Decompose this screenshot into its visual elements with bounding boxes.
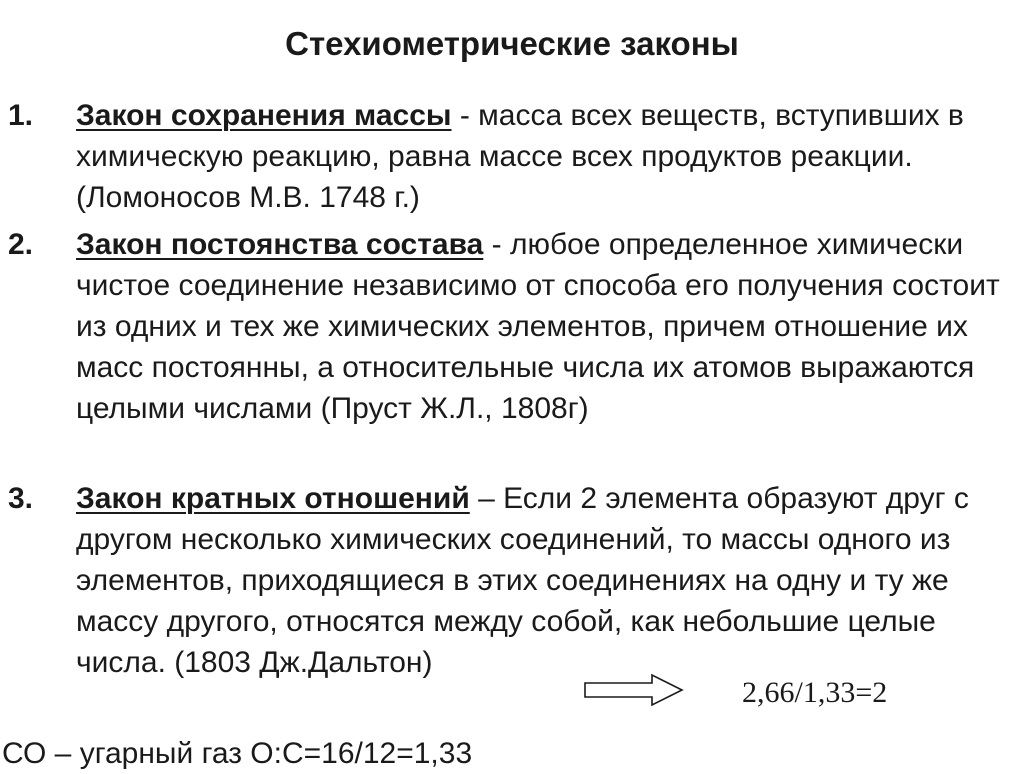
mass-ratio-result: 2,66/1,33=2 xyxy=(742,676,888,709)
law-name: Закон сохранения массы xyxy=(76,99,452,132)
law-description: - масса всех веществ, вступивших в химическую реакцию, равна массе всех продуктов реакции. (Ломоносов М.В. 1748 г.) xyxy=(76,99,964,214)
law-body xyxy=(76,478,1011,683)
right-arrow-icon xyxy=(584,673,684,707)
law-number: 3. xyxy=(8,482,34,515)
co-ratio-note: СО – угарный газ О:С=16/12=1,33 xyxy=(2,737,473,770)
law-body xyxy=(76,95,1011,218)
law-number: 2. xyxy=(8,228,34,261)
law-name: Закон постоянства состава xyxy=(76,228,484,261)
law-number: 1. xyxy=(8,99,34,132)
law-name: Закон кратных отношений xyxy=(76,482,470,515)
law-body xyxy=(76,224,1011,429)
law-description: – Если 2 элемента образуют друг с другом несколько химических соединений, то массы одного из элементов, приходящиеся в этих соединениях на одну и ту же массу другого, относятся между собой, как небольшие целые числа. (1803 Дж.Дальтон) xyxy=(76,482,969,679)
slide-title: Стехиометрические законы xyxy=(285,25,739,62)
law-description: - любое определенное химически чистое соединение независимо от способа его получения состоит из одних и тех же химических элементов, причем отношение их масс постоянны, а относительные числа их атомов выражаются целыми числами (Пруст Ж.Л., 1808г) xyxy=(76,228,1000,425)
